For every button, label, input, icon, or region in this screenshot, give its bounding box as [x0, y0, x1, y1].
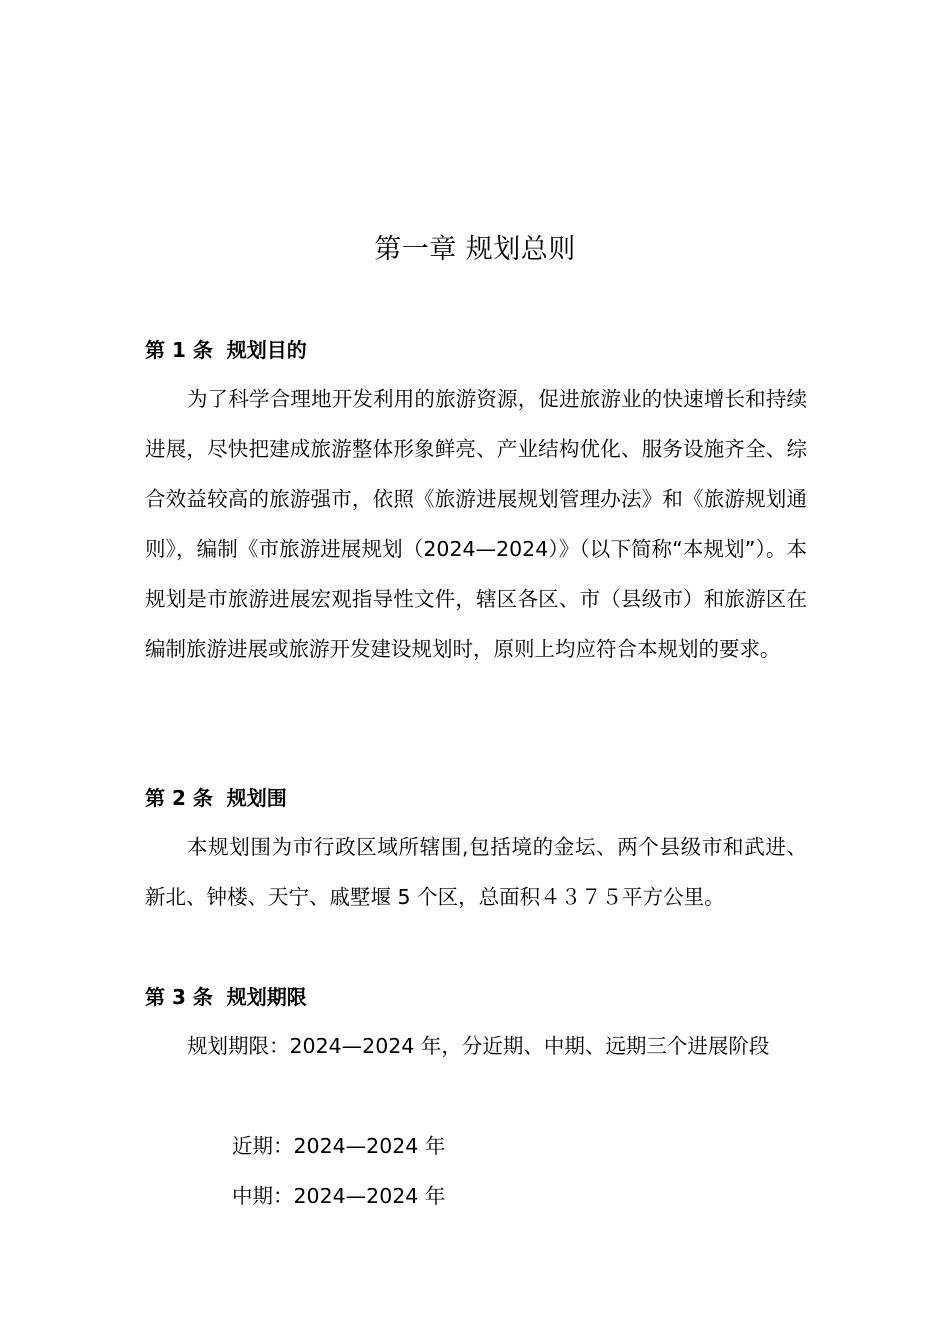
section-1-heading: 第 1 条 规划目的 [145, 338, 307, 362]
section-2-heading: 第 2 条 规划围 [145, 786, 287, 810]
section-3-heading: 第 3 条 规划期限 [145, 985, 307, 1009]
section-2-paragraph: 本规划围为市行政区域所辖围,包括境的金坛、两个县级市和武进、新北、钟楼、天宁、戚墅堰 5 个区，总面积４３７５平方公里。 [145, 835, 807, 909]
period-mid-term: 中期：2024—2024 年 [232, 1184, 446, 1208]
chapter-title: 第一章 规划总则 [374, 234, 576, 265]
period-near-term: 近期：2024—2024 年 [232, 1134, 446, 1158]
section-3-paragraph: 规划期限：2024—2024 年，分近期、中期、远期三个进展阶段 [187, 1034, 770, 1058]
section-1-paragraph: 为了科学合理地开发利用的旅游资源，促进旅游业的快速增长和持续进展，尽快把建成旅游整体形象鲜亮、产业结构优化、服务设施齐全、综合效益较高的旅游强市，依照《旅游进展规划管理办法》和《旅游规划通则》，编制《市旅游进展规划（2024—2024）》（以下简称“本规划”）。本规划是市旅游进展宏观指导性文件，辖区各区、市（县级市）和旅游区在编制旅游进展或旅游开发建设规划时，原则上均应符合本规划的要求。 [145, 387, 807, 661]
